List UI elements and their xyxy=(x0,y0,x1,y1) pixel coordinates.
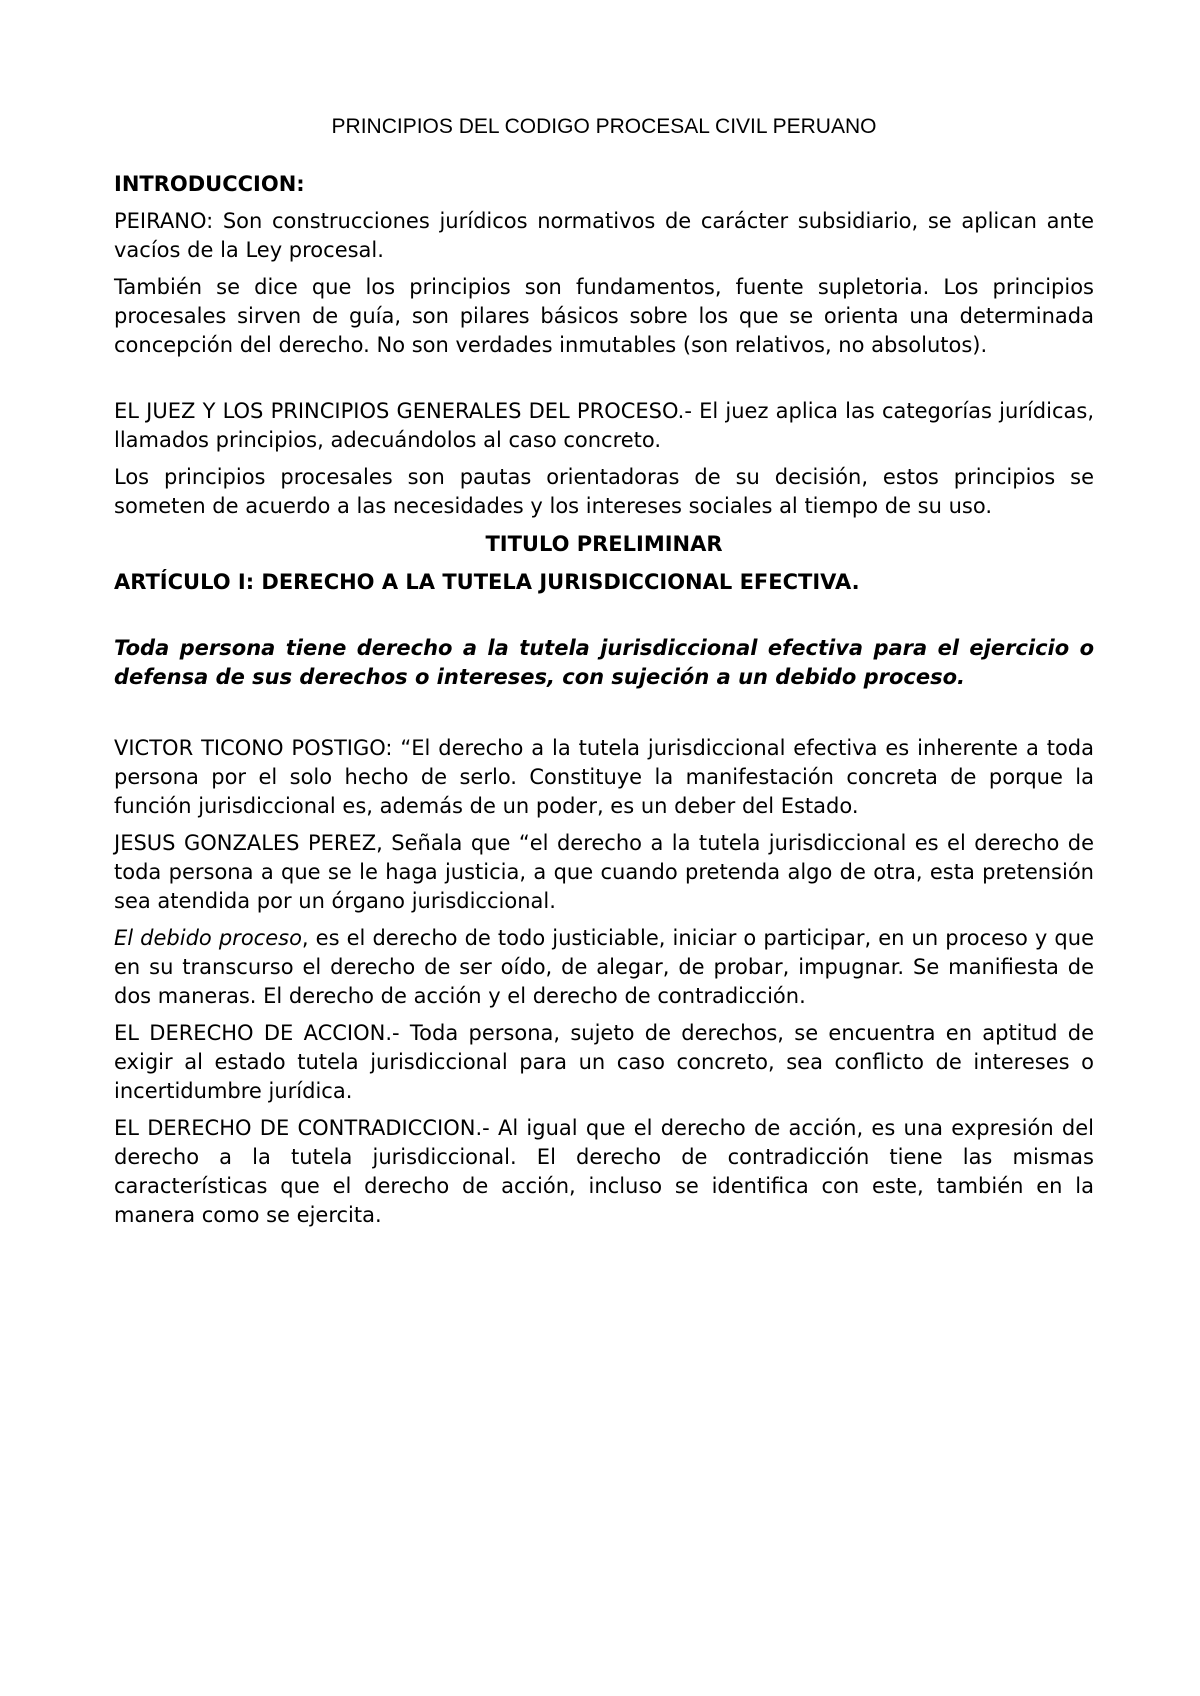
paragraph-jesus: JESUS GONZALES PEREZ, Señala que “el derecho a la tutela jurisdiccional es el derecho de toda persona a que se le haga justicia, a que cuando pretenda algo de otra, esta pretensión sea atendida por un órgano jurisdiccional. xyxy=(114,831,1094,913)
paragraph-debido-proceso xyxy=(114,924,1094,1011)
paragraph-contradiccion: EL DERECHO DE CONTRADICCION.- Al igual que el derecho de acción, es una expresión del derecho a la tutela jurisdiccional. El derecho de contradicción tiene las mismas características que el derecho de acción, incluso se identifica con este, también en la manera como se ejercita. xyxy=(114,1116,1094,1227)
blank-line xyxy=(114,700,1094,734)
paragraph-pautas: Los principios procesales son pautas orientadoras de su decisión, estos principios se someten de acuerdo a las necesidades y los intereses sociales al tiempo de su uso. xyxy=(114,465,1094,518)
paragraph-tambien: También se dice que los principios son fundamentos, fuente supletoria. Los principios procesales sirven de guía, son pilares básicos sobre los que se orienta una determinada concepción del derecho. No son verdades inmutables (son relativos, no absolutos). xyxy=(114,275,1094,357)
blank-line xyxy=(114,605,1094,634)
paragraph-victor: VICTOR TICONO POSTIGO: “El derecho a la tutela jurisdiccional efectiva es inherente a toda persona por el solo hecho de serlo. Constituye la manifestación concreta de porque la función jurisdiccional es, además de un poder, es un deber del Estado. xyxy=(114,736,1094,818)
intro-heading: INTRODUCCION: xyxy=(114,172,305,196)
debido-proceso-text: , es el derecho de todo justiciable, iniciar o participar, en un proceso y que en su transcurso el derecho de ser oído, de alegar, de probar, impugnar. Se manifiesta de dos maneras. El derecho de acción y el derecho de contradicción. xyxy=(114,926,1094,1008)
document-page xyxy=(114,112,1094,1238)
paragraph-accion: EL DERECHO DE ACCION.- Toda persona, sujeto de derechos, se encuentra en aptitud de exigir al estado tutela jurisdiccional para un caso concreto, sea conflicto de intereses o incertidumbre jurídica. xyxy=(114,1021,1094,1103)
blank-line xyxy=(114,368,1094,397)
document-title: PRINCIPIOS DEL CODIGO PROCESAL CIVIL PERUANO xyxy=(331,115,877,138)
article-quote: Toda persona tiene derecho a la tutela jurisdiccional efectiva para el ejercicio o defensa de sus derechos o intereses, con sujeción a un debido proceso. xyxy=(114,636,1094,689)
paragraph-juez: EL JUEZ Y LOS PRINCIPIOS GENERALES DEL PROCESO.- El juez aplica las categorías jurídicas, llamados principios, adecuándolos al caso concreto. xyxy=(114,399,1094,452)
debido-proceso-lead: El debido proceso xyxy=(114,926,302,950)
articulo-1-heading: ARTÍCULO I: DERECHO A LA TUTELA JURISDICCIONAL EFECTIVA. xyxy=(114,570,860,594)
paragraph-peirano: PEIRANO: Son construcciones jurídicos normativos de carácter subsidiario, se aplican ante vacíos de la Ley procesal. xyxy=(114,209,1094,262)
titulo-preliminar-heading: TITULO PRELIMINAR xyxy=(485,532,723,556)
